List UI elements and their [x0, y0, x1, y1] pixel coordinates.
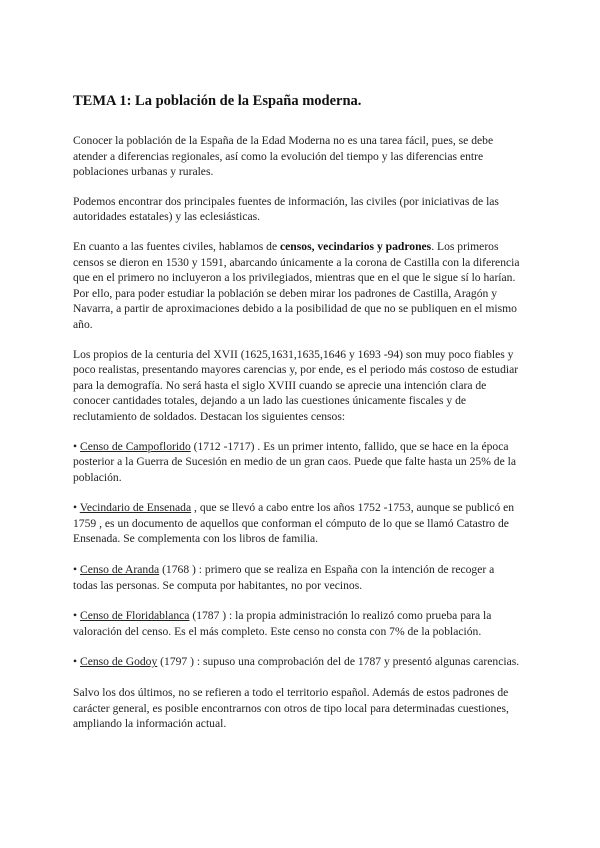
- paragraph-sources: Podemos encontrar dos principales fuentes de información, las civiles (por iniciativas de las autoridades estatales) y las eclesiásticas.: [73, 194, 499, 224]
- bullet: •: [73, 563, 80, 577]
- census-item-aranda: [73, 562, 520, 593]
- bullet: •: [73, 439, 80, 453]
- paragraph-conclusion: Salvo los dos últimos, no se refieren a todo el territorio español. Además de estos padrones de carácter general, es posible encontrarnos con otros de tipo local para determinadas cuestiones, ampliando la información actual.: [73, 686, 509, 731]
- census-item-ensenada: [73, 500, 520, 547]
- bullet: •: [73, 501, 80, 515]
- paragraph-xvii-century: Los propios de la centuria del XVII (1625,1631,1635,1646 y 1693 -94) son muy poco fiables y poco realistas, presentando mayores carencias y, por ende, es el periodo más costoso de estudiar para la demografía. No será hasta el siglo XVIII cuando se aprecie una intención clara de conocer cantidades totales, dejando a un lado las cuestiones únicamente fiscales y de reclutamiento de soldados. Destacan los siguientes censos:: [73, 347, 519, 423]
- paragraph-intro: Conocer la población de la España de la Edad Moderna no es una tarea fácil, pues, se debe atender a diferencias regionales, así como la evolución del tiempo y las diferencias entre poblaciones urbanas y rurales.: [73, 134, 494, 179]
- census-item-campoflorido: [73, 439, 520, 486]
- census-description: , que se llevó a cabo entre los años 1752 -1753, aunque se publicó en 1759 , es un documento de aquellos que conforman el cómputo de lo que se llamó Catastro de Ensenada. Se complementa con los libros de familia.: [73, 501, 515, 546]
- census-name: Censo de Aranda: [79, 563, 160, 577]
- civil-sources-text-start: En cuanto a las fuentes civiles, hablamos de: [73, 239, 281, 253]
- census-description: (1712 -1717) . Es un primer intento, fallido, que se hace en la época posterior a la Guerra de Sucesión en medio de un gran caos. Puede que falte hasta un 25% de la población.: [73, 439, 516, 484]
- census-name: Vecindario de Ensenada: [79, 501, 192, 515]
- paragraph-civil-sources: [73, 239, 520, 333]
- census-description: (1787 ) : la propia administración lo realizó como prueba para la valoración del censo. Es el más completo. Este censo no consta con 7% de la población.: [73, 609, 492, 638]
- census-item-floridablanca: [73, 608, 520, 639]
- document-title: TEMA 1: La población de la España moderna.: [73, 93, 362, 109]
- census-item-godoy: [73, 654, 520, 670]
- census-name: Censo de Campoflorido: [79, 439, 191, 453]
- census-description: (1797 ) : supuso una comprobación del de 1787 y presentó algunas carencias.: [157, 655, 520, 669]
- census-description: (1768 ) : primero que se realiza en España con la intención de recoger a todas las personas. Se computa por habitantes, no por vecinos.: [73, 563, 495, 592]
- civil-sources-text-end: . Los primeros censos se dieron en 1530 y 1591, abarcando únicamente a la corona de Castilla con la diferencia que en el primero no incluyeron a los privilegiados, mientras que en el que le sigue sí lo harían. Por ello, para poder estudiar la población se deben mirar los padrones de Castilla, Aragón y Navarra, a partir de aproximaciones debido a la posibilidad de que no se publiquen en el mismo año.: [73, 239, 520, 331]
- bullet: •: [73, 655, 80, 669]
- census-name: Censo de Floridablanca: [79, 609, 190, 623]
- civil-sources-bold-terms: censos, vecindarios y padrones: [280, 239, 432, 253]
- bullet: •: [73, 609, 80, 623]
- census-name: Censo de Godoy: [79, 655, 158, 669]
